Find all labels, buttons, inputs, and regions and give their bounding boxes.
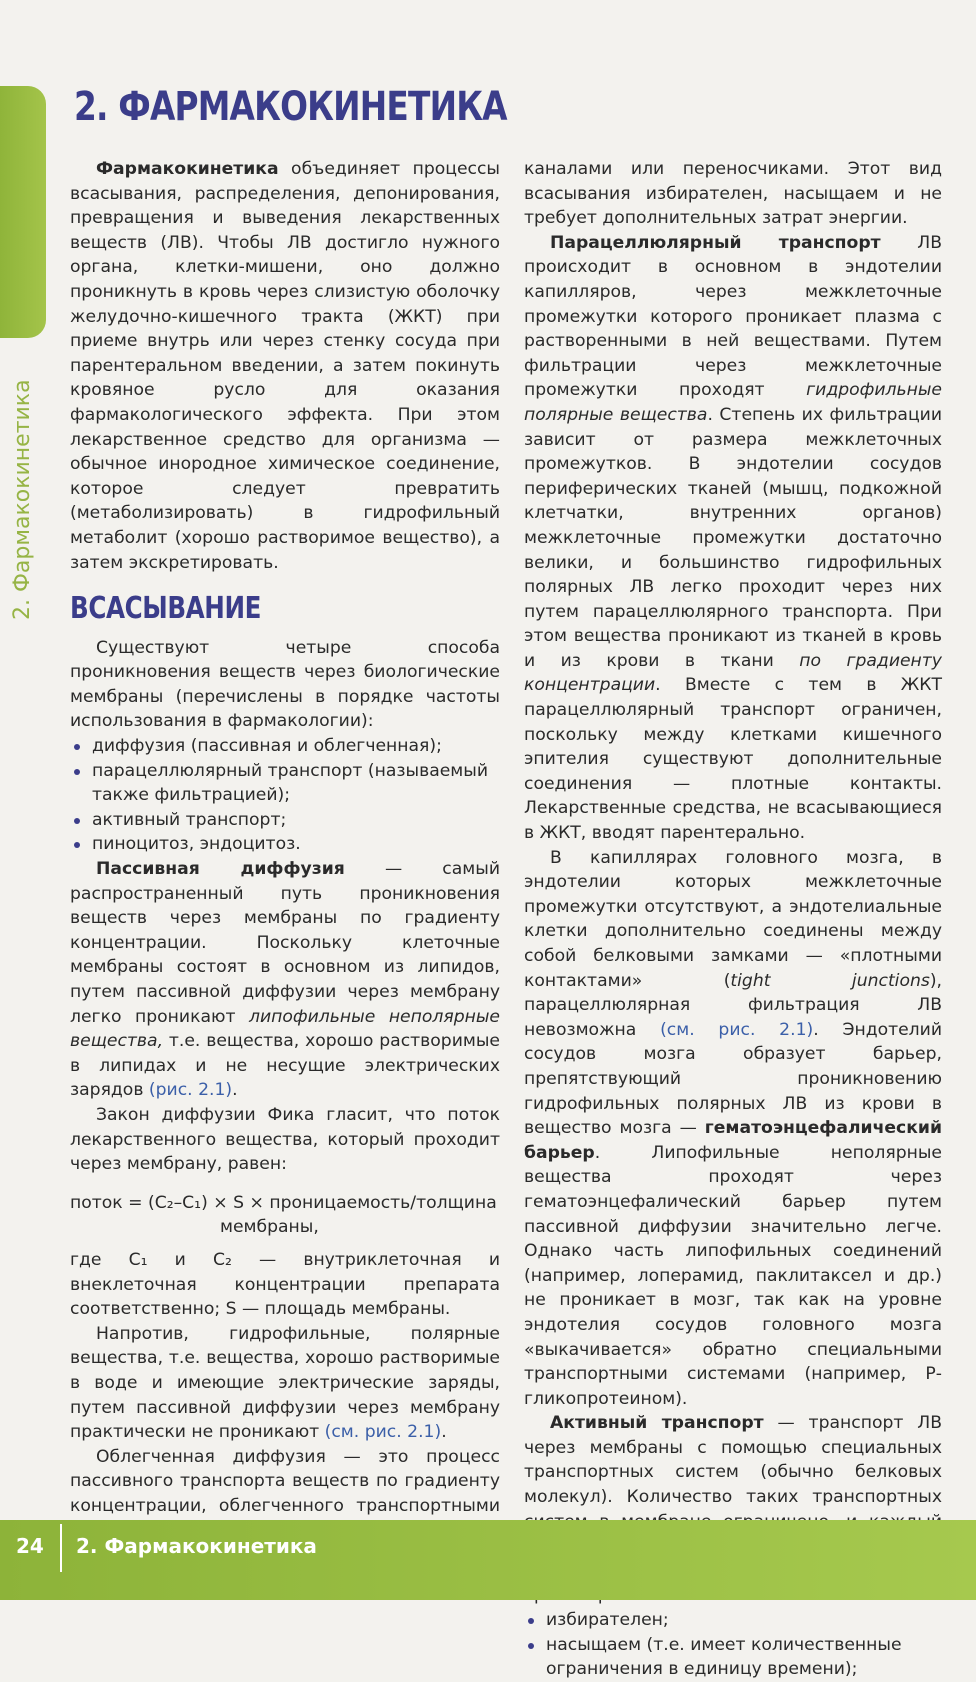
- list-item: пиноцитоз, эндоцитоз.: [70, 832, 500, 857]
- list-item: активный транспорт;: [70, 808, 500, 833]
- list-item: избирателен;: [524, 1608, 942, 1633]
- hydrophilic-paragraph: Напротив, гидрофильные, полярные вещества, т.е. вещества, хорошо растворимые в воде и имеющие электрические заряды, путем пассивной диффузии через мембрану практически не проникают (см. рис. 2.1).: [70, 1323, 500, 1443]
- page-number: 24: [16, 1534, 44, 1558]
- figure-link[interactable]: (см. рис. 2.1): [660, 1019, 814, 1040]
- list-item: диффузия (пассивная и облегченная);: [70, 734, 500, 759]
- section-title-absorption: ВСАСЫВАНИЕ: [70, 591, 262, 627]
- list-item: парацеллюлярный транспорт (называемый также фильтрацией);: [70, 759, 500, 808]
- chapter-side-tab: [0, 86, 46, 338]
- intro-paragraph: Фармакокинетика объединяет процессы всасывания, распределения, депонирования, превращения и выведения лекарственных веществ (ЛВ). Чтобы ЛВ достигло нужного органа, клетки-мишени, оно должно проникнуть в кровь через слизистую оболочку желудочно-кишечного тракта (ЖКТ) при приеме внутрь или через стенку сосуда при парентеральном введении, а затем покинуть кровяное русло для оказания фармакологического эффекта. При этом лекарственное средство для организма — обычное инородное химическое соединение, которое следует превратить (метаболизировать) в гидрофильный метаболит (хорошо растворимое вещество), а затем экскретировать.: [70, 159, 500, 573]
- paracellular-paragraph: Парацеллюлярный транспорт ЛВ происходит в основном в эндотелии капилляров, через межклеточные промежутки которого проникает плазма с растворенными в ней веществами. Путем фильтрации через межклеточные промежутки проходят гидрофильные полярные вещества. Степень их фильтрации зависит от размера межклеточных промежутков. В эндотелии сосудов периферических тканей (мышц, подкожной клетчатки, внутренних органов) межклеточные промежутки достаточно велики, и большинство гидрофильных полярных ЛВ легко проходит через них путем парацеллюлярного транспорта. При этом вещества проникают из тканей в кровь и из крови в ткани по градиенту концентрации. Вместе с тем в ЖКТ парацеллюлярный транспорт ограничен, поскольку между клетками кишечного эпителия существуют дополнительные соединения — плотные контакты. Лекарственные средства, не всасывающиеся в ЖКТ, вводят парентерально.: [524, 232, 942, 844]
- footer-chapter-title: 2. Фармакокинетика: [76, 1534, 317, 1558]
- right-column: [524, 157, 942, 1682]
- absorption-paragraph: Существуют четыре способа проникновения веществ через биологические мембраны (перечислены в порядке частоты использования в фармакологии):: [70, 637, 500, 732]
- list-item: насыщаем (т.е. имеет количественные ограничения в единицу времени);: [524, 1633, 942, 1682]
- figure-link[interactable]: (рис. 2.1): [148, 1080, 233, 1101]
- figure-link[interactable]: (см. рис. 2.1): [324, 1422, 442, 1443]
- passive-diffusion-paragraph: Пассивная диффузия — самый распространенный путь проникновения веществ через мембраны по градиенту концентрации. Поскольку клеточные мембраны состоят в основном из липидов, путем пассивной диффузии через мембрану легко проникают липофильные неполярные вещества, т.е. вещества, хорошо растворимые в липидах и не несущие электрических зарядов (рис. 2.1).: [70, 859, 500, 1101]
- footer-divider: [60, 1524, 62, 1572]
- continued-paragraph: каналами или переносчиками. Этот вид всасывания избирателен, насыщаем и не требует дополнительных затрат энергии.: [524, 159, 942, 229]
- formula-legend: где C₁ и C₂ — внутриклеточная и внеклеточная концентрации препарата соответственно; S — площадь мембраны.: [70, 1249, 500, 1320]
- page-title: 2. ФАРМАКОКИНЕТИКА: [74, 84, 507, 130]
- active-transport-paragraph: Активный транспорт — транспорт ЛВ через мембраны с помощью специальных транспортных систем (обычно белковых молекул). Количество таких транспортных: [524, 1413, 942, 1508]
- term-pharmacokinetics: Фармакокинетика: [96, 159, 279, 179]
- left-column: [70, 157, 500, 1543]
- facilitated-diffusion-paragraph: Облегченная диффузия — это процесс пассивного транспорта веществ по градиенту концентрации, облегченного транспортными: [70, 1446, 500, 1516]
- active-transport-list: [524, 1608, 942, 1682]
- fick-law-paragraph: Закон диффузии Фика гласит, что поток лекарственного вещества, который проходит через мембрану, равен:: [70, 1104, 500, 1175]
- bbb-paragraph: В капиллярах головного мозга, в эндотелии которых межклеточные промежутки отсутствуют, а эндотелиальные клетки дополнительно соединены между собой белковыми замками — «плотными контактами» (tight junctions), парацеллюлярная фильтрация ЛВ невозможна (см. рис. 2.1). Эндотелий сосудов мозга образует барьер, препятствующий проникновению гидрофильных полярных ЛВ из крови в вещество мозга — гематоэнцефалический барьер. Липофильные неполярные вещества проходят через гематоэнцефалический барьер путем пассивной диффузии значительно легче. Однако часть липофильных соединений (например, лоперамид, паклитаксел и др.) не проникает в мозг, так как на уровне эндотелия сосудов головного мозга «выкачивается» обратно специальными транспортными системами (например, Р-гликопротеином).: [524, 847, 943, 1409]
- fick-formula: поток = (C₂–C₁) × S × проницаемость/толщина мембраны,: [70, 1192, 497, 1238]
- chapter-side-label: 2. Фармакокинетика: [10, 379, 35, 620]
- absorption-methods-list: [70, 734, 500, 857]
- page-footer: [0, 1520, 976, 1600]
